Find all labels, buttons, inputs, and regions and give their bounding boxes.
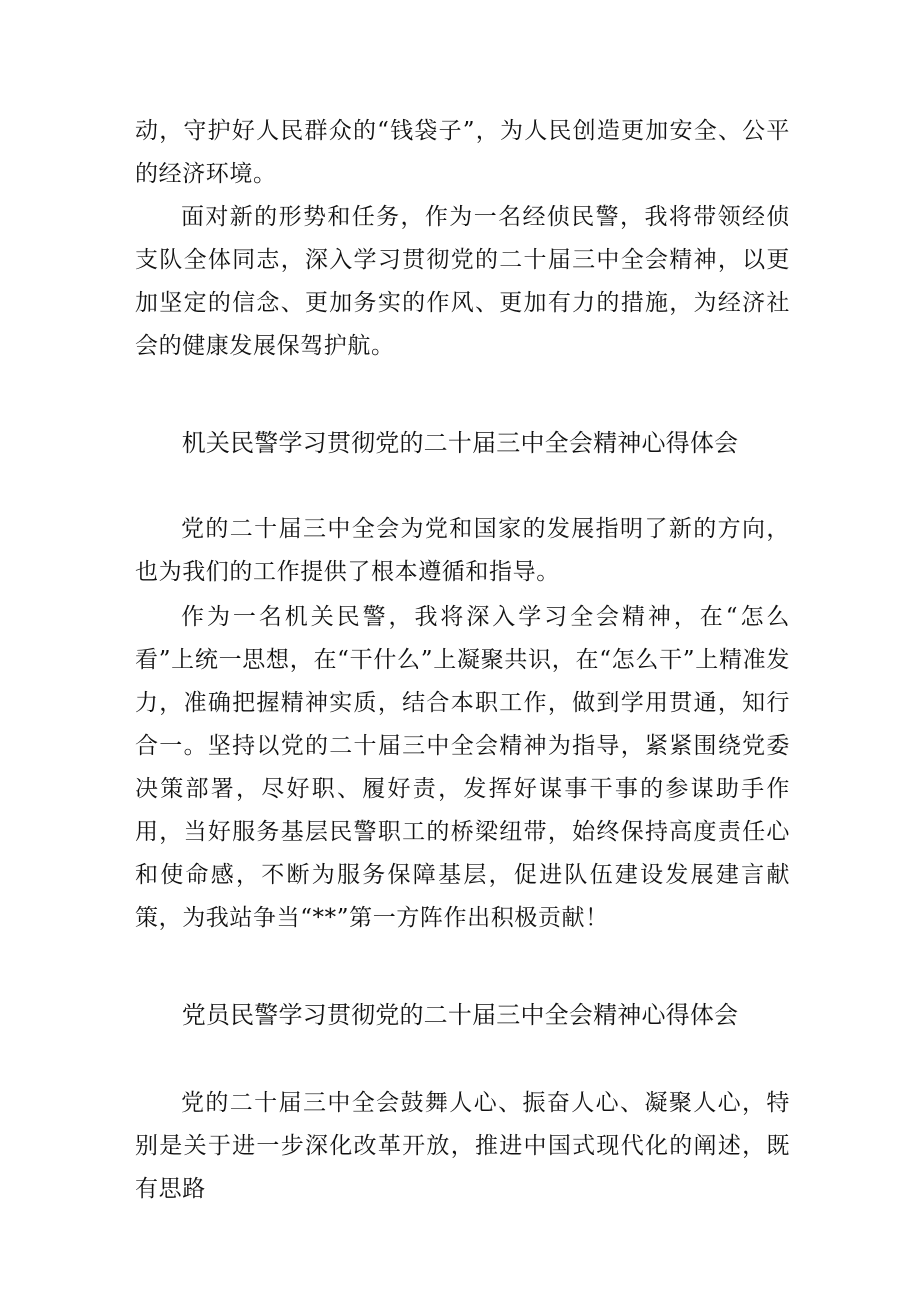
section-title: 党员民警学习贯彻党的二十届三中全会精神心得体会: [181, 1001, 739, 1029]
section-title: 机关民警学习贯彻党的二十届三中全会精神心得体会: [181, 429, 739, 457]
paragraph: 面对新的形势和任务，作为一名经侦民警，我将带领经侦支队全体同志，深入学习贯彻党的二十届三中全会精神，以更加坚定的信念、更加务实的作风、更加有力的措施，为经济社会的健康发展保驾护航。: [135, 204, 790, 359]
paragraph: 党的二十届三中全会为党和国家的发展指明了新的方向，也为我们的工作提供了根本遵循和指导。: [135, 516, 790, 585]
paragraph: 作为一名机关民警，我将深入学习全会精神，在“怎么看”上统一思想，在“干什么”上凝聚共识，在“怎么干”上精准发力，准确把握精神实质，结合本职工作，做到学用贯通，知行合一。坚持以党的二十届三中全会精神为指导，紧紧围绕党委决策部署，尽好职、履好责，发挥好谋事干事的参谋助手作用，当好服务基层民警职工的桥梁纽带，始终保持高度责任心和使命感，不断为服务保障基层，促进队伍建设发展建言献策，为我站争当“**”第一方阵作出积极贡献！: [135, 604, 790, 931]
paragraph: 动，守护好人民群众的“钱袋子”，为人民创造更加安全、公平的经济环境。: [135, 118, 790, 187]
paragraph: 党的二十届三中全会鼓舞人心、振奋人心、凝聚人心，特别是关于进一步深化改革开放，推进中国式现代化的阐述，既有思路: [135, 1090, 790, 1202]
